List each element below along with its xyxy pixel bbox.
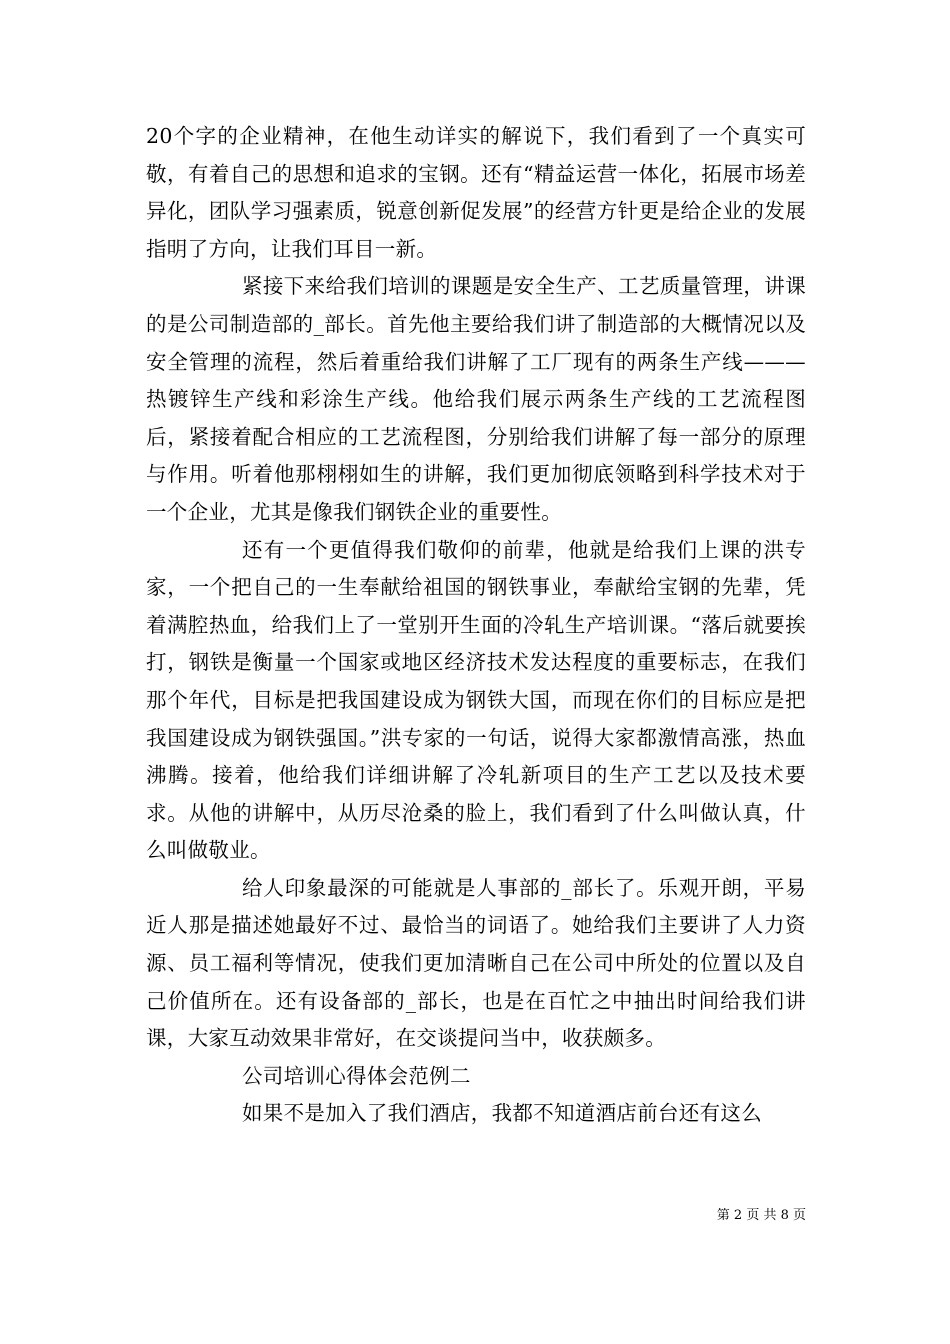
page-number: 第 2 页 共 8 页	[716, 1208, 806, 1223]
section-heading: 公司培训心得体会范例二	[242, 1063, 471, 1088]
paragraph-1: 20个字的企业精神，在他生动详实的解说下，我们看到了一个真实可敬，有着自己的思想和追求的宝钢。还有“精益运营一体化，拓展市场差异化，团队学习强素质，锐意创新促发展”的经营方针更是给企业的发展指明了方向，让我们耳目一新。	[146, 124, 806, 261]
paragraph-4: 给人印象最深的可能就是人事部的_部长了。乐观开朗，平易近人那是描述她最好不过、最恰当的词语了。她给我们主要讲了人力资源、员工福利等情况，使我们更加清晰自己在公司中所处的位置以及自己价值所在。还有设备部的_部长，也是在百忙之中抽出时间给我们讲课，大家互动效果非常好，在交谈提问当中，收获颇多。	[146, 875, 806, 1051]
paragraph-5: 如果不是加入了我们酒店，我都不知道酒店前台还有这么	[242, 1101, 762, 1126]
document-body	[146, 118, 806, 1133]
paragraph-3: 还有一个更值得我们敬仰的前辈，他就是给我们上课的洪专家，一个把自己的一生奉献给祖国的钢铁事业，奉献给宝钢的先辈，凭着满腔热血，给我们上了一堂别开生面的冷轧生产培训课。“落后就要挨打，钢铁是衡量一个国家或地区经济技术发达程度的重要标志，在我们那个年代，目标是把我国建设成为钢铁大国，而现在你们的目标应是把我国建设成为钢铁强国。”洪专家的一句话，说得大家都激情高涨，热血沸腾。接着，他给我们详细讲解了冷轧新项目的生产工艺以及技术要求。从他的讲解中，从历尽沧桑的脸上，我们看到了什么叫做认真，什么叫做敬业。	[146, 537, 806, 863]
paragraph-2: 紧接下来给我们培训的课题是安全生产、工艺质量管理，讲课的是公司制造部的_部长。首先他主要给我们讲了制造部的大概情况以及安全管理的流程，然后着重给我们讲解了工厂现有的两条生产线———热镀锌生产线和彩涂生产线。他给我们展示两条生产线的工艺流程图后，紧接着配合相应的工艺流程图，分别给我们讲解了每一部分的原理与作用。听着他那栩栩如生的讲解，我们更加彻底领略到科学技术对于一个企业，尤其是像我们钢铁企业的重要性。	[146, 274, 806, 524]
